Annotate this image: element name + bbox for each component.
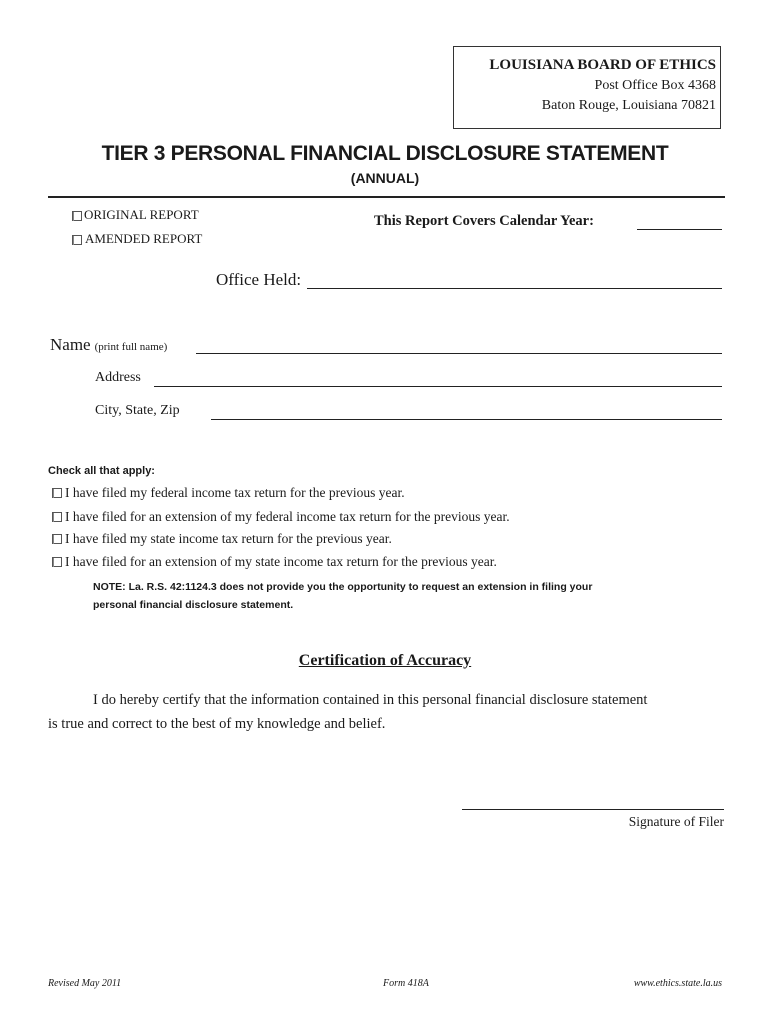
name-label-group <box>50 335 167 355</box>
certification-title: Certification of Accuracy <box>298 652 472 669</box>
address-field[interactable] <box>154 386 722 387</box>
original-report-label: ORIGINAL REPORT <box>84 207 199 222</box>
extension-note-line2: personal financial disclosure statement. <box>93 599 294 611</box>
amended-report-checkbox[interactable] <box>72 235 82 245</box>
form-title: TIER 3 PERSONAL FINANCIAL DISCLOSURE STATEMENT <box>101 142 669 165</box>
agency-name: LOUISIANA BOARD OF ETHICS <box>489 57 716 73</box>
agency-po-box: Post Office Box 4368 <box>594 78 716 93</box>
signature-field[interactable] <box>462 809 724 810</box>
footer-revised: Revised May 2011 <box>48 978 122 989</box>
extension-note-line1: NOTE: La. R.S. 42:1124.3 does not provide you the opportunity to request an extension in filing your <box>93 581 593 593</box>
form-subtitle: (ANNUAL) <box>350 170 420 186</box>
state-filed-label: I have filed my state income tax return for the previous year. <box>65 531 392 546</box>
state-filed-checkbox[interactable] <box>52 534 62 544</box>
city-state-zip-label: City, State, Zip <box>95 403 180 418</box>
name-hint: (print full name) <box>94 341 168 353</box>
federal-extension-checkbox[interactable] <box>52 512 62 522</box>
original-report-checkbox[interactable] <box>72 211 82 221</box>
check-all-heading: Check all that apply: <box>48 465 155 477</box>
city-state-zip-field[interactable] <box>211 419 722 420</box>
amended-report-label: AMENDED REPORT <box>85 231 203 246</box>
name-label: Name <box>50 335 91 354</box>
federal-filed-label: I have filed my federal income tax return for the previous year. <box>65 485 405 500</box>
office-held-field[interactable] <box>307 288 722 289</box>
federal-extension-label: I have filed for an extension of my federal income tax return for the previous year. <box>65 509 510 524</box>
calendar-year-label: This Report Covers Calendar Year: <box>374 213 594 229</box>
federal-filed-checkbox[interactable] <box>52 488 62 498</box>
state-extension-label: I have filed for an extension of my state income tax return for the previous year. <box>65 554 497 569</box>
certification-text-line2: is true and correct to the best of my knowledge and belief. <box>48 716 386 732</box>
signature-label: Signature of Filer <box>628 814 724 829</box>
title-divider <box>48 196 725 198</box>
address-label: Address <box>95 370 141 385</box>
footer-form-number: Form 418A <box>383 978 429 989</box>
calendar-year-field[interactable] <box>637 229 722 230</box>
agency-city: Baton Rouge, Louisiana 70821 <box>541 98 716 113</box>
certification-text-line1: I do hereby certify that the information contained in this personal financial disclosure statement <box>93 692 648 708</box>
footer-website[interactable]: www.ethics.state.la.us <box>633 978 722 989</box>
name-field[interactable] <box>196 353 722 354</box>
state-extension-checkbox[interactable] <box>52 557 62 567</box>
office-held-label: Office Held: <box>216 270 302 289</box>
